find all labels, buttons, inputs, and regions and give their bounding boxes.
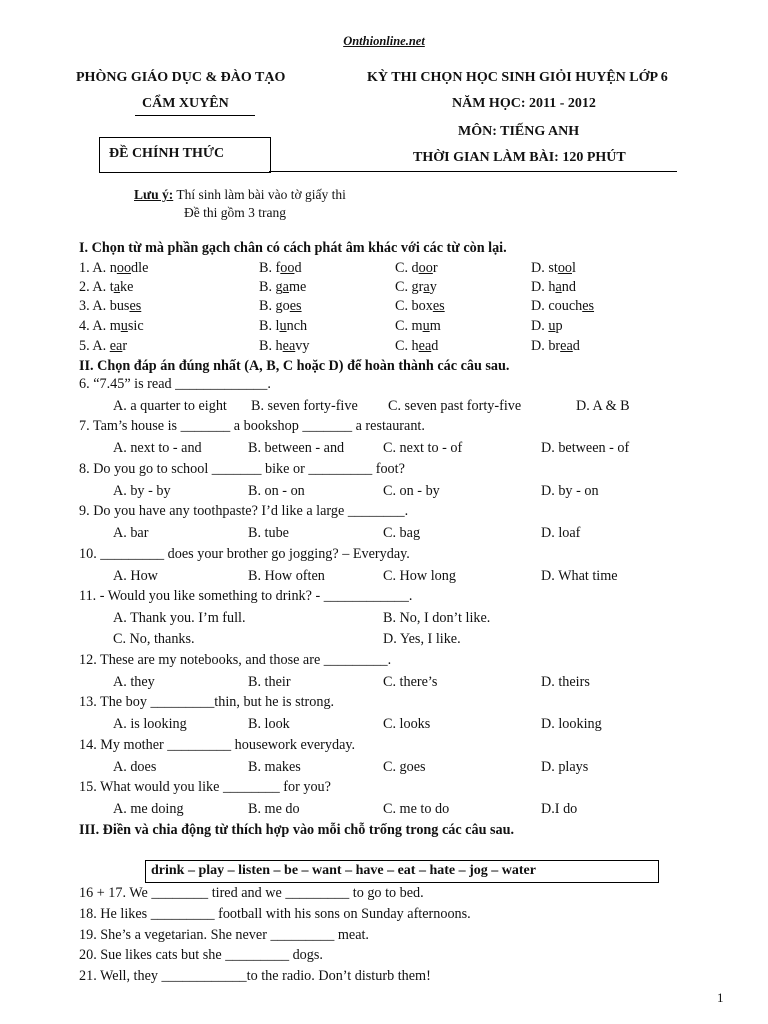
word-part: C. m (395, 318, 423, 334)
word-part: C. box (395, 298, 433, 314)
section-2-title: II. Chọn đáp án đúng nhất (A, B, C hoặc D) để hoàn thành các câu sau. (79, 358, 510, 374)
fill-sentence: 21. Well, they ____________to the radio. Don’t disturb them! (79, 968, 431, 984)
pron-option (259, 260, 302, 277)
answer-option: D. plays (541, 759, 589, 775)
answer-option: B. me do (248, 801, 300, 817)
word-part: C. gr (395, 279, 424, 295)
word-box-text: drink – play – listen – be – want – have – eat – hate – jog – water (151, 863, 536, 878)
underlined-part: a (423, 279, 430, 295)
word-part: sic (127, 318, 144, 334)
school-year: NĂM HỌC: 2011 - 2012 (452, 96, 596, 111)
answer-option: C. How long (383, 568, 456, 584)
question-stem: 11. - Would you like something to drink? - ____________. (79, 588, 413, 604)
answer-option: D. Yes, I like. (383, 631, 461, 647)
question-stem: 6. “7.45” is read _____________. (79, 376, 271, 392)
answer-option: B. look (248, 716, 290, 732)
underlined-part: es (432, 298, 445, 314)
pron-option (531, 318, 563, 335)
section-3-title: III. Điền và chia động từ thích hợp vào mỗi chỗ trống trong các câu sau. (79, 822, 515, 838)
word-part: 4. A. m (79, 318, 121, 334)
question-stem: 8. Do you go to school _______ bike or _________ foot? (79, 461, 405, 477)
answer-option: C. seven past forty-five (388, 398, 522, 414)
word-part: D. br (531, 338, 561, 354)
word-part: y (429, 279, 437, 295)
answer-option: D. What time (541, 568, 618, 584)
word-part: B. go (259, 298, 290, 314)
answer-option: C. goes (383, 759, 426, 775)
underlined-part: ea (282, 338, 296, 354)
word-part: 5. A. (79, 338, 110, 354)
fill-sentence: 20. Sue likes cats but she _________ dogs. (79, 947, 323, 963)
pron-option (531, 260, 576, 277)
question-stem: 15. What would you like ________ for you? (79, 779, 331, 795)
word-part: r (122, 338, 128, 354)
answer-option: B. No, I don’t like. (383, 610, 491, 626)
answer-option: C. on - by (383, 483, 440, 499)
answer-option: D. looking (541, 716, 602, 732)
answer-option: B. makes (248, 759, 301, 775)
answer-option: D. between - of (541, 440, 630, 456)
underlined-part: oo (418, 260, 433, 276)
word-part: D. (531, 318, 549, 334)
answer-option: A. Thank you. I’m full. (113, 610, 246, 626)
pron-option (395, 338, 438, 355)
word-part: 3. A. bus (79, 298, 130, 314)
answer-option: B. on - on (248, 483, 305, 499)
fill-sentence: 16 + 17. We ________ tired and we _________ to go to bed. (79, 885, 424, 901)
underlined-part: ea (418, 338, 432, 354)
district-underline (135, 115, 255, 116)
pron-option (79, 338, 127, 355)
underlined-part: es (289, 298, 302, 314)
word-part: B. l (259, 318, 280, 334)
word-part: p (555, 318, 563, 334)
word-part: B. f (259, 260, 281, 276)
answer-option: B. tube (248, 525, 289, 541)
exam-time: THỜI GIAN LÀM BÀI: 120 PHÚT (413, 150, 626, 165)
answer-option: B. their (248, 674, 291, 690)
answer-option: C. me to do (383, 801, 450, 817)
word-part: D. st (531, 260, 558, 276)
question-stem: 12. These are my notebooks, and those are _________. (79, 652, 392, 668)
answer-option: A. How (113, 568, 158, 584)
underlined-part: es (582, 298, 595, 314)
answer-option: D. loaf (541, 525, 581, 541)
answer-option: C. bag (383, 525, 421, 541)
word-part: l (572, 260, 576, 276)
word-part: B. g (259, 279, 283, 295)
answer-option: C. next to - of (383, 440, 463, 456)
district-name: CẨM XUYÊN (142, 96, 229, 111)
pron-option (395, 318, 441, 335)
underlined-part: ea (560, 338, 573, 354)
official-label: ĐỀ CHÍNH THỨC (109, 146, 225, 161)
note-text-1: Thí sinh làm bài vào tờ giấy thi (176, 187, 346, 202)
word-part: 1. A. n (79, 260, 117, 276)
underlined-part: a (282, 279, 289, 295)
answer-option: A. is looking (113, 716, 187, 732)
pron-option (395, 298, 445, 315)
question-stem: 10. _________ does your brother go jogging? – Everyday. (79, 546, 410, 562)
answer-option: C. looks (383, 716, 431, 732)
pron-option (259, 318, 307, 335)
word-part: 2. A. t (79, 279, 114, 295)
answer-option: D. theirs (541, 674, 590, 690)
pron-option (531, 279, 576, 296)
word-part: vy (295, 338, 310, 354)
word-part: C. d (395, 260, 419, 276)
word-part: nd (561, 279, 576, 295)
word-part: r (432, 260, 438, 276)
question-stem: 13. The boy _________thin, but he is strong. (79, 694, 335, 710)
word-part: C. h (395, 338, 419, 354)
word-part: me (288, 279, 307, 295)
pron-option (79, 318, 144, 335)
word-part: B. h (259, 338, 283, 354)
pron-option (79, 260, 148, 277)
pron-option (79, 298, 141, 315)
pron-option (259, 338, 309, 355)
word-part: D. couch (531, 298, 583, 314)
word-part: d (294, 260, 302, 276)
underlined-part: a (555, 279, 562, 295)
answer-option: C. No, thanks. (113, 631, 195, 647)
word-part: D. h (531, 279, 556, 295)
question-stem: 9. Do you have any toothpaste? I’d like a large ________. (79, 503, 409, 519)
pron-option (395, 279, 437, 296)
answer-option: B. seven forty-five (251, 398, 358, 414)
pron-option (79, 279, 133, 296)
word-part: ke (120, 279, 134, 295)
fill-sentence: 19. She’s a vegetarian. She never _________ meat. (79, 927, 369, 943)
answer-option: A. next to - and (113, 440, 202, 456)
pron-option (531, 298, 594, 315)
pron-option (395, 260, 438, 277)
answer-option: A. does (113, 759, 157, 775)
note-line-2: Đề thi gồm 3 trang (184, 205, 286, 220)
answer-option: D. A & B (576, 398, 630, 414)
underlined-part: oo (116, 260, 132, 276)
answer-option: A. they (113, 674, 155, 690)
subject: MÔN: TIẾNG ANH (458, 124, 580, 139)
underlined-part: u (422, 318, 430, 334)
underlined-part: u (548, 318, 556, 334)
note-label: Lưu ý: (134, 187, 174, 202)
fill-sentence: 18. He likes _________ football with his sons on Sunday afternoons. (79, 906, 471, 922)
underlined-part: oo (280, 260, 295, 276)
underlined-part: ea (109, 338, 123, 354)
pron-option (259, 279, 306, 296)
site-watermark: Onthionline.net (343, 34, 425, 48)
page-number: 1 (717, 990, 724, 1005)
question-stem: 7. Tam’s house is _______ a bookshop _______ a restaurant. (79, 418, 425, 434)
underlined-part: u (120, 318, 128, 334)
answer-option: C. there’s (383, 674, 438, 690)
word-part: d (572, 338, 580, 354)
word-part: d (431, 338, 439, 354)
section-1-title: I. Chọn từ mà phần gạch chân có cách phát âm khác với các từ còn lại. (79, 240, 507, 256)
answer-option: A. by - by (113, 483, 171, 499)
answer-option: B. How often (248, 568, 325, 584)
pron-option (531, 338, 580, 355)
answer-option: A. a quarter to eight (113, 398, 227, 414)
underlined-part: oo (557, 260, 572, 276)
underlined-part: a (113, 279, 120, 295)
underlined-part: u (279, 318, 287, 334)
word-part: nch (286, 318, 308, 334)
note-line-1 (134, 187, 346, 203)
word-part: m (429, 318, 441, 334)
answer-option: A. bar (113, 525, 149, 541)
word-part: dle (131, 260, 149, 276)
org-name: PHÒNG GIÁO DỤC & ĐÀO TẠO (76, 70, 286, 85)
header-rule (269, 171, 677, 172)
answer-option: A. me doing (113, 801, 184, 817)
answer-option: D. by - on (541, 483, 599, 499)
pron-option (259, 298, 302, 315)
question-stem: 14. My mother _________ housework everyday. (79, 737, 356, 753)
exam-title: KỲ THI CHỌN HỌC SINH GIỎI HUYỆN LỚP 6 (367, 70, 668, 85)
answer-option: B. between - and (248, 440, 345, 456)
underlined-part: es (129, 298, 142, 314)
answer-option: D.I do (541, 801, 578, 817)
